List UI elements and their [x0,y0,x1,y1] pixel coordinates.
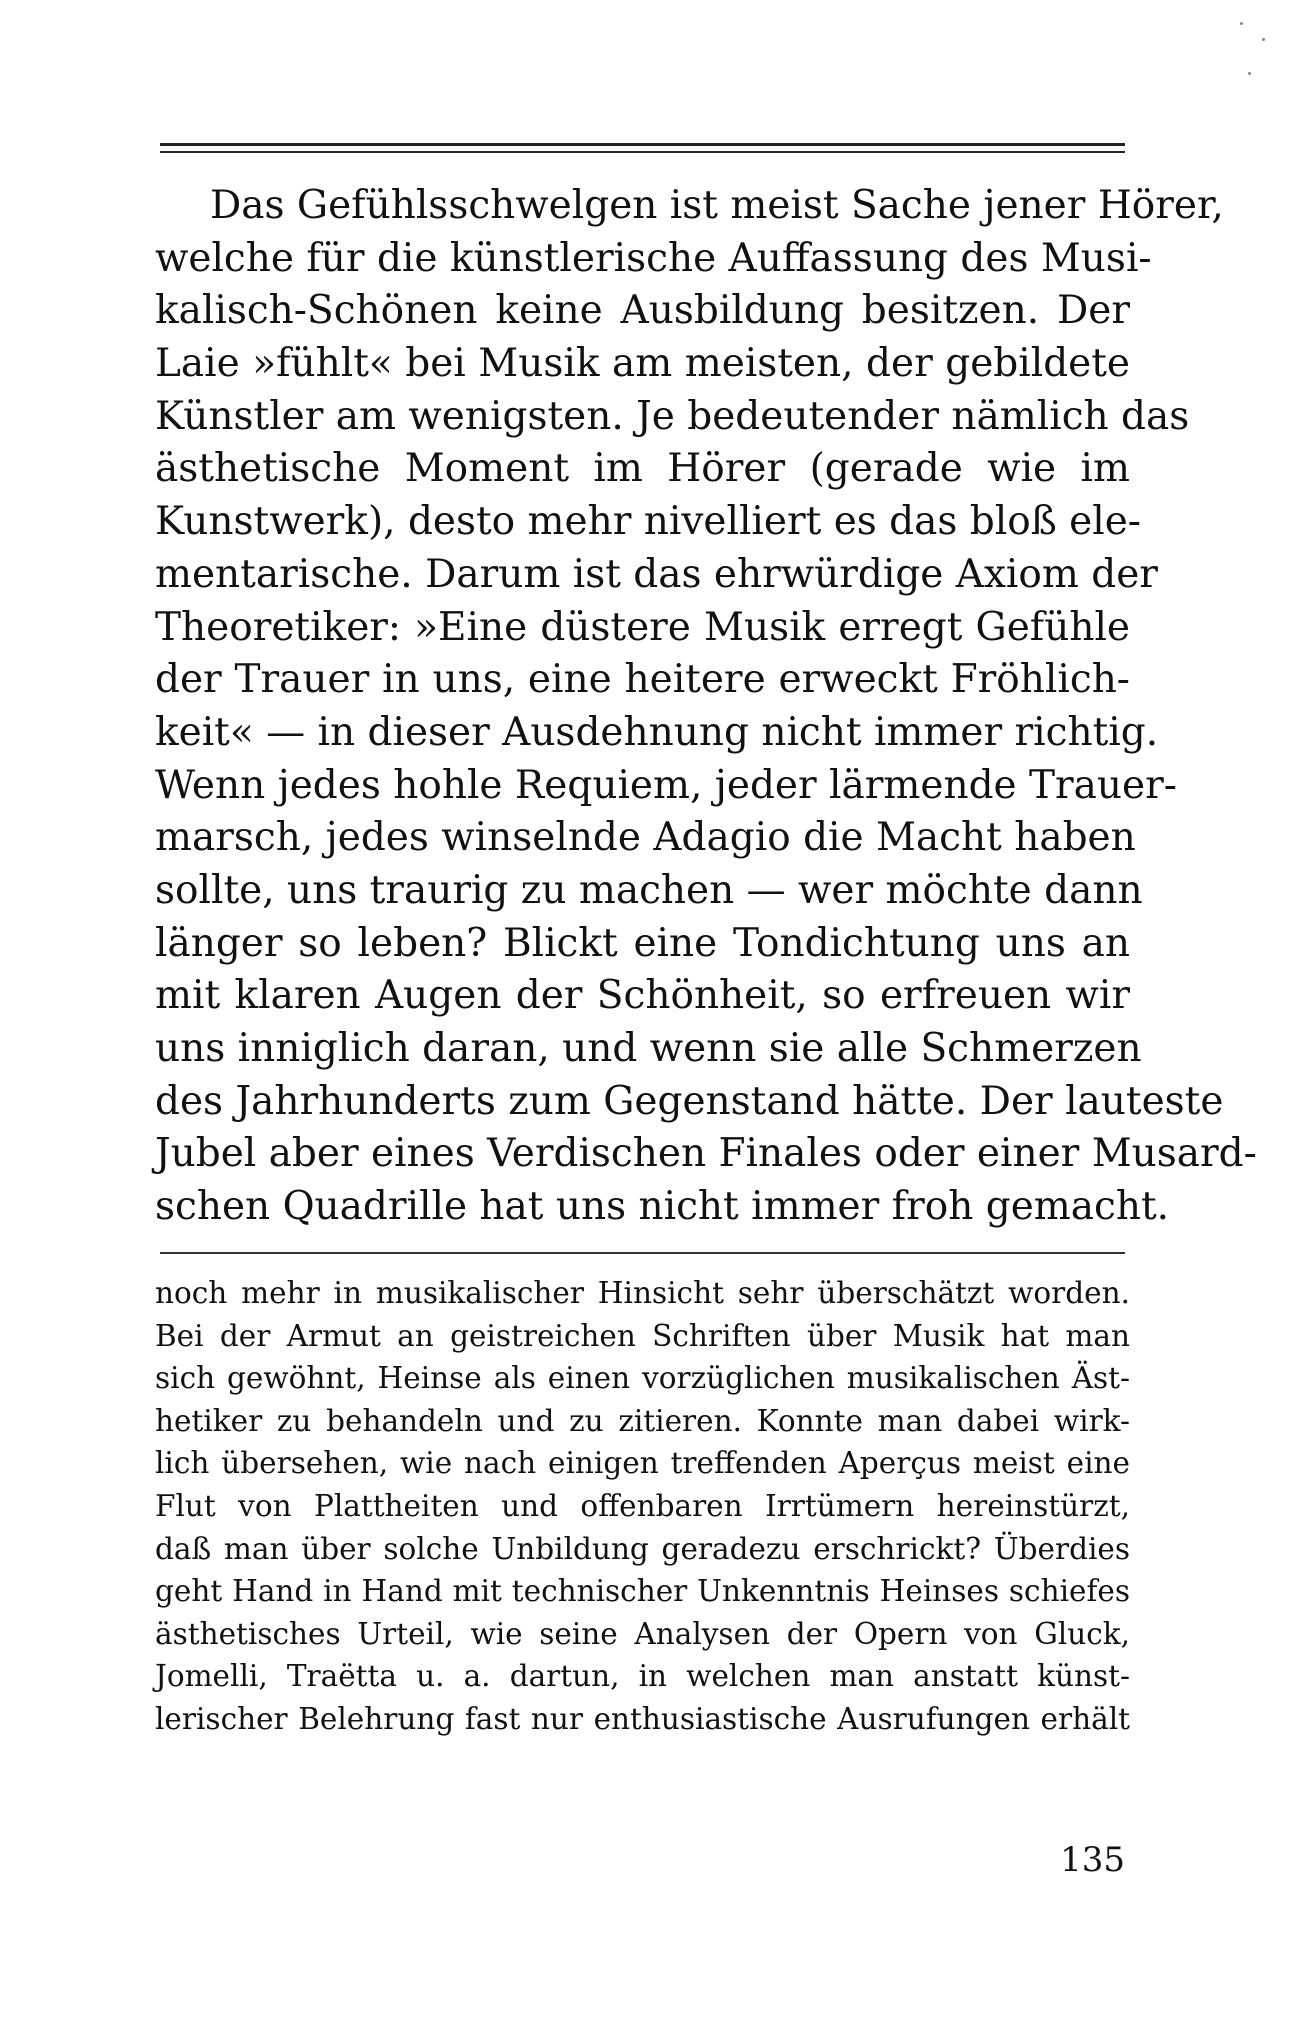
footnote-line: Bei der Armut an geistreichen Schriften über Musik hat man [155,1318,1130,1353]
text-line: mentarische. Darum ist das ehrwürdige Axiom der [155,551,1158,597]
text-line: Das Gefühlsschwelgen ist meist Sache jener Hörer, [210,183,1224,228]
footnote-line: geht Hand in Hand mit technischer Unkenntnis Heinses schiefes [155,1574,1130,1609]
footnote-line: Flut von Plattheiten und offenbaren Irrtümern hereinstürzt, [155,1488,1130,1523]
main-paragraph [155,180,1257,1234]
footnote-line: hetiker zu behandeln und zu zitieren. Konnte man dabei wirk- [155,1403,1130,1438]
text-line: länger so leben? Blickt eine Tondichtung uns an [155,920,1130,966]
footnote-block [155,1272,1130,1741]
text-line: Jubel aber eines Verdischen Finales oder einer Musard- [155,1131,1257,1177]
footnote-line: lerischer Belehrung fast nur enthusiastische Ausrufungen erhält [155,1701,1130,1736]
text-line: kalisch-Schönen keine Ausbildung besitzen. Der [155,288,1130,334]
header-double-rule [160,143,1125,153]
text-line: schen Quadrille hat uns nicht immer froh gemacht. [155,1184,1170,1230]
text-line: welche für die künstlerische Auffassung des Musi- [155,235,1152,281]
text-line: marsch, jedes winselnde Adagio die Macht haben [155,815,1136,861]
text-line: keit« — in dieser Ausdehnung nicht immer richtig. [155,709,1159,755]
footnote-line: noch mehr in musikalischer Hinsicht sehr überschätzt worden. [155,1276,1130,1310]
text-line: der Trauer in uns, eine heitere erweckt Fröhlich- [155,657,1130,703]
text-line: uns inniglich daran, und wenn sie alle Schmerzen [155,1026,1142,1071]
footnote-line: sich gewöhnt, Heinse als einen vorzüglichen musikalischen Äst- [155,1361,1130,1396]
text-line: sollte, uns traurig zu machen — wer möchte dann [155,867,1143,913]
text-line: Kunstwerk), desto mehr nivelliert es das bloß ele- [155,499,1141,545]
footnote-line: ästhetisches Urteil, wie seine Analysen der Opern von Gluck, [155,1616,1130,1651]
paper-speck [1240,22,1243,25]
paper-speck [1262,38,1265,41]
text-line: ästhetische Moment im Hörer (gerade wie im [155,446,1130,492]
text-line: mit klaren Augen der Schönheit, so erfreuen wir [155,973,1130,1019]
text-line: Laie »fühlt« bei Musik am meisten, der gebildete [155,341,1130,387]
paper-speck [1248,72,1251,75]
footnote-separator-rule [160,1252,1125,1254]
footnote-line: Jomelli, Traëtta u. a. dartun, in welchen man anstatt künst- [155,1659,1130,1694]
footnote-line: lich übersehen, wie nach einigen treffenden Aperçus meist eine [155,1446,1130,1481]
page-number: 135 [1060,1840,1125,1880]
text-line: des Jahrhunderts zum Gegenstand hätte. Der lauteste [155,1078,1224,1124]
text-line: Theoretiker: »Eine düstere Musik erregt Gefühle [155,604,1130,650]
footnote-line: daß man über solche Unbildung geradezu erschrickt? Überdies [155,1531,1130,1566]
text-line: Wenn jedes hohle Requiem, jeder lärmende Trauer- [155,762,1177,808]
text-line: Künstler am wenigsten. Je bedeutender nämlich das [155,393,1190,439]
